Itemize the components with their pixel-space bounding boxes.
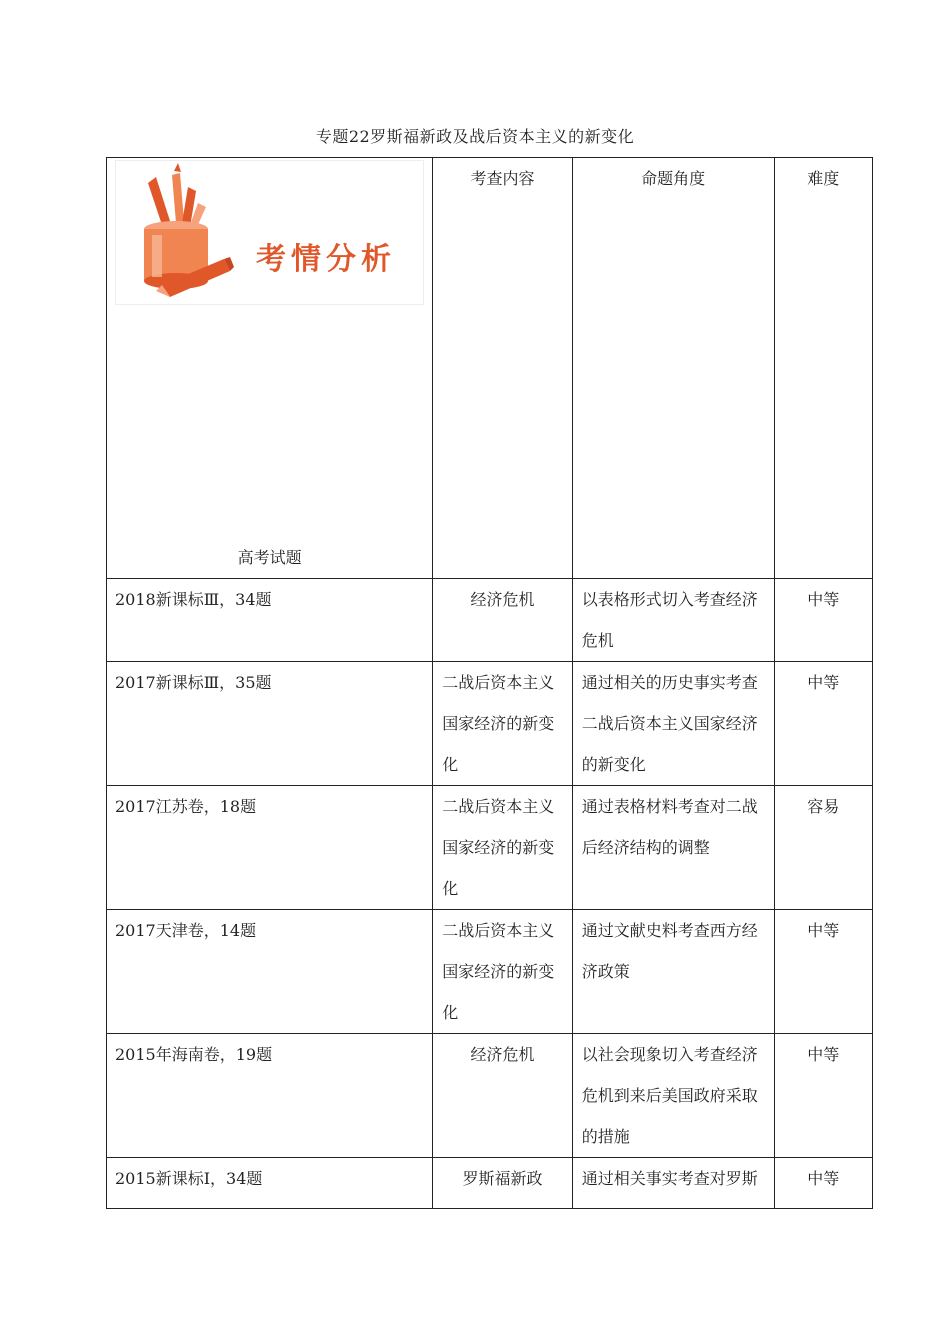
header-exam-cell <box>107 158 433 579</box>
content-cell <box>433 910 573 1034</box>
header-difficulty: 难度 <box>774 158 872 579</box>
analysis-banner <box>115 160 424 305</box>
pencil-cup-icon <box>126 163 246 303</box>
document-title: 专题22罗斯福新政及战后资本主义的新变化 <box>315 127 635 146</box>
content-cell: 经济危机 <box>433 1034 573 1158</box>
exam-cell: 2015年海南卷，19题 <box>107 1034 433 1158</box>
content-cell: 经济危机 <box>433 579 573 662</box>
angle-text: 通过相关的历史事实考查二战后资本主义国家经济的新变化 <box>581 673 758 774</box>
exam-cell: 2015新课标Ⅰ，34题 <box>107 1158 433 1209</box>
table-row <box>107 1034 873 1158</box>
header-content: 考查内容 <box>433 158 573 579</box>
angle-text: 通过文献史料考查西方经济政策 <box>581 921 758 981</box>
difficulty-cell: 中等 <box>774 662 872 786</box>
angle-text: 以表格形式切入考查经济危机 <box>581 590 758 650</box>
difficulty-cell: 中等 <box>774 1034 872 1158</box>
content-text: 二战后资本主义国家经济的新变化 <box>442 673 555 774</box>
difficulty-cell: 中等 <box>774 1158 872 1209</box>
content-cell <box>433 786 573 910</box>
angle-cell <box>572 786 774 910</box>
table-row <box>107 662 873 786</box>
exam-cell: 2017新课标Ⅲ，35题 <box>107 662 433 786</box>
angle-cell <box>572 1158 774 1209</box>
angle-cell <box>572 910 774 1034</box>
difficulty-cell: 中等 <box>774 910 872 1034</box>
exam-cell: 2017天津卷，14题 <box>107 910 433 1034</box>
content-cell: 罗斯福新政 <box>433 1158 573 1209</box>
table-row <box>107 579 873 662</box>
table-row <box>107 910 873 1034</box>
table-row <box>107 1158 873 1209</box>
exam-analysis-table <box>106 157 873 1209</box>
angle-text: 通过表格材料考查对二战后经济结构的调整 <box>581 797 758 857</box>
header-row <box>107 158 873 579</box>
table-row <box>107 786 873 910</box>
angle-cell <box>572 579 774 662</box>
exam-cell: 2017江苏卷，18题 <box>107 786 433 910</box>
difficulty-cell: 中等 <box>774 579 872 662</box>
angle-cell <box>572 1034 774 1158</box>
header-angle: 命题角度 <box>572 158 774 579</box>
angle-text: 以社会现象切入考查经济危机到来后美国政府采取的措施 <box>581 1045 758 1146</box>
content-cell <box>433 662 573 786</box>
content-text: 二战后资本主义国家经济的新变化 <box>442 921 555 1022</box>
banner-title: 考情分析 <box>256 242 396 277</box>
angle-cell <box>572 662 774 786</box>
angle-text: 通过相关事实考查对罗斯 <box>581 1169 758 1188</box>
header-exam: 高考试题 <box>237 548 302 567</box>
difficulty-cell: 容易 <box>774 786 872 910</box>
content-text: 二战后资本主义国家经济的新变化 <box>442 797 555 898</box>
exam-cell: 2018新课标Ⅲ，34题 <box>107 579 433 662</box>
